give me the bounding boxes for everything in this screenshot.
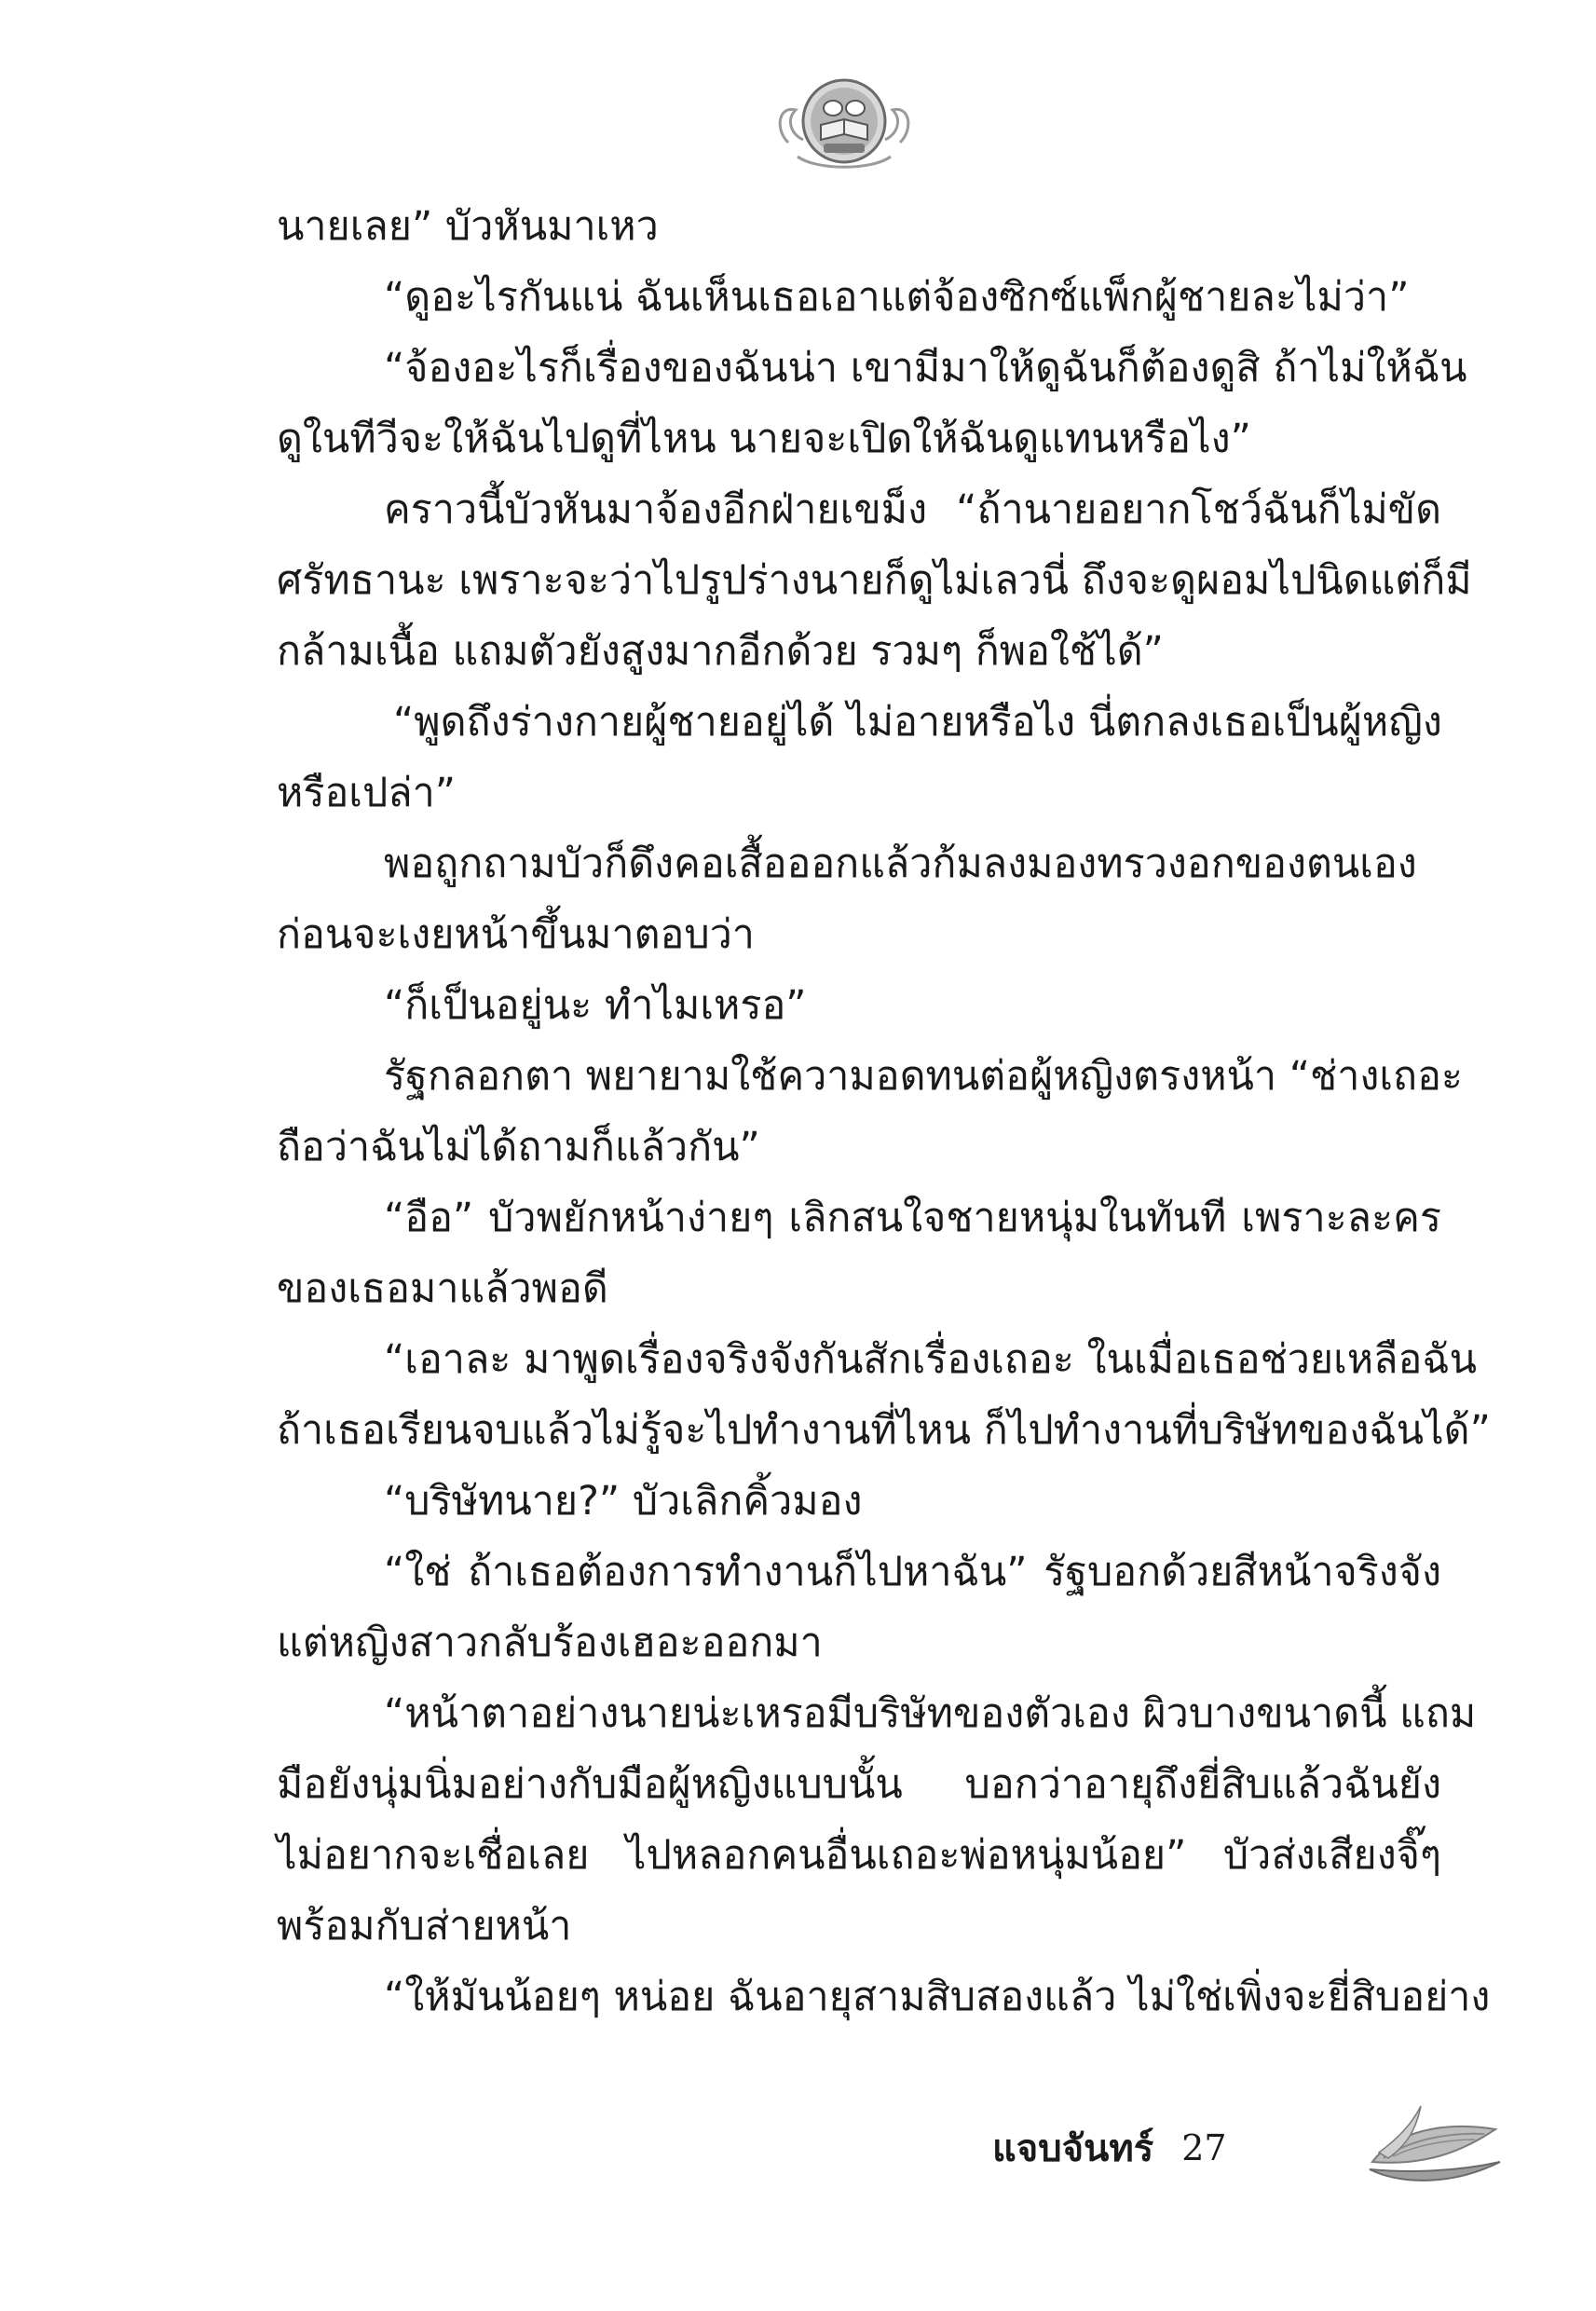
text-line: “ดูอะไรกันแน่ ฉันเห็นเธอเอาแต่จ้องซิกซ์แพ็กผู้ชายละไม่ว่า” xyxy=(384,274,1410,321)
text-line: “อือ” บัวพยักหน้าง่ายๆ เลิกสนใจชายหนุ่มในทันที เพราะละคร xyxy=(384,1195,1441,1241)
corn-icon xyxy=(1365,2097,1505,2199)
text-line: คราวนี้บัวหันมาจ้องอีกฝ่ายเขม็ง “ถ้านายอยากโชว์ฉันก็ไม่ขัด xyxy=(384,486,1441,533)
text-line: พอถูกถามบัวก็ดึงคอเสื้อออกแล้วก้มลงมองทรวงอกของตนเอง xyxy=(384,841,1417,887)
text-line: “ให้มันน้อยๆ หน่อย ฉันอายุสามสิบสองแล้ว ไม่ใช่เพิ่งจะยี่สิบอย่าง xyxy=(384,1974,1491,2020)
text-line: ศรัทธานะ เพราะจะว่าไปรูปร่างนายก็ดูไม่เลวนี่ ถึงจะดูผอมไปนิดแต่ก็มี xyxy=(277,557,1472,604)
text-line: “พูดถึงร่างกายผู้ชายอยู่ได้ ไม่อายหรือไง นี่ตกลงเธอเป็นผู้หญิง xyxy=(393,699,1442,745)
text-line: ถ้าเธอเรียนจบแล้วไม่รู้จะไปทำงานที่ไหน ก็ไปทำงานที่บริษัทของฉันได้” xyxy=(277,1407,1491,1454)
text-line: “บริษัทนาย?” บัวเลิกคิ้วมอง xyxy=(384,1478,863,1525)
page-number: 27 xyxy=(1181,2127,1227,2168)
book-title: แจบจันทร์ xyxy=(992,2127,1154,2170)
text-line: “หน้าตาอย่างนายน่ะเหรอมีบริษัทของตัวเอง ผิวบางขนาดนี้ แถม xyxy=(384,1690,1477,1737)
text-line: “เอาละ มาพูดเรื่องจริงจังกันสักเรื่องเถอะ ในเมื่อเธอช่วยเหลือฉัน xyxy=(384,1336,1478,1383)
page-footer xyxy=(992,2111,1227,2185)
text-line: ก่อนจะเงยหน้าขึ้นมาตอบว่า xyxy=(277,911,755,958)
text-line: ถือว่าฉันไม่ได้ถามก็แล้วกัน” xyxy=(277,1124,760,1170)
text-line: พร้อมกับส่ายหน้า xyxy=(277,1903,572,1949)
text-line: แต่หญิงสาวกลับร้องเฮอะออกมา xyxy=(277,1620,823,1666)
text-line: หรือเปล่า” xyxy=(277,770,457,816)
text-line: ดูในทีวีจะให้ฉันไปดูที่ไหน นายจะเปิดให้ฉันดูแทนหรือไง” xyxy=(277,416,1251,462)
text-line: ไม่อยากจะเชื่อเลย ไปหลอกคนอื่นเถอะพ่อหนุ่มน้อย” บัวส่งเสียงจิ๊ๆ xyxy=(277,1832,1441,1879)
text-line: กล้ามเนื้อ แถมตัวยังสูงมากอีกด้วย รวมๆ ก็พอใช้ได้” xyxy=(277,628,1164,675)
text-line: รัฐกลอกตา พยายามใช้ความอดทนต่อผู้หญิงตรงหน้า “ช่างเถอะ xyxy=(384,1053,1463,1100)
text-line: มือยังนุ่มนิ่มอย่างกับมือผู้หญิงแบบนั้น บอกว่าอายุถึงยี่สิบแล้วฉันยัง xyxy=(277,1761,1441,1808)
text-line: “ใช่ ถ้าเธอต้องการทำงานก็ไปหาฉัน” รัฐบอกด้วยสีหน้าจริงจัง xyxy=(384,1549,1441,1595)
text-line: “จ้องอะไรก็เรื่องของฉันน่า เขามีมาให้ดูฉันก็ต้องดูสิ ถ้าไม่ให้ฉัน xyxy=(384,345,1467,391)
text-line: “ก็เป็นอยู่นะ ทำไมเหรอ” xyxy=(384,982,807,1029)
text-line: นายเลย” บัวหันมาเหว xyxy=(277,203,659,250)
book-ornament-logo-icon xyxy=(770,54,919,185)
text-line: ของเธอมาแล้วพอดี xyxy=(277,1265,608,1312)
